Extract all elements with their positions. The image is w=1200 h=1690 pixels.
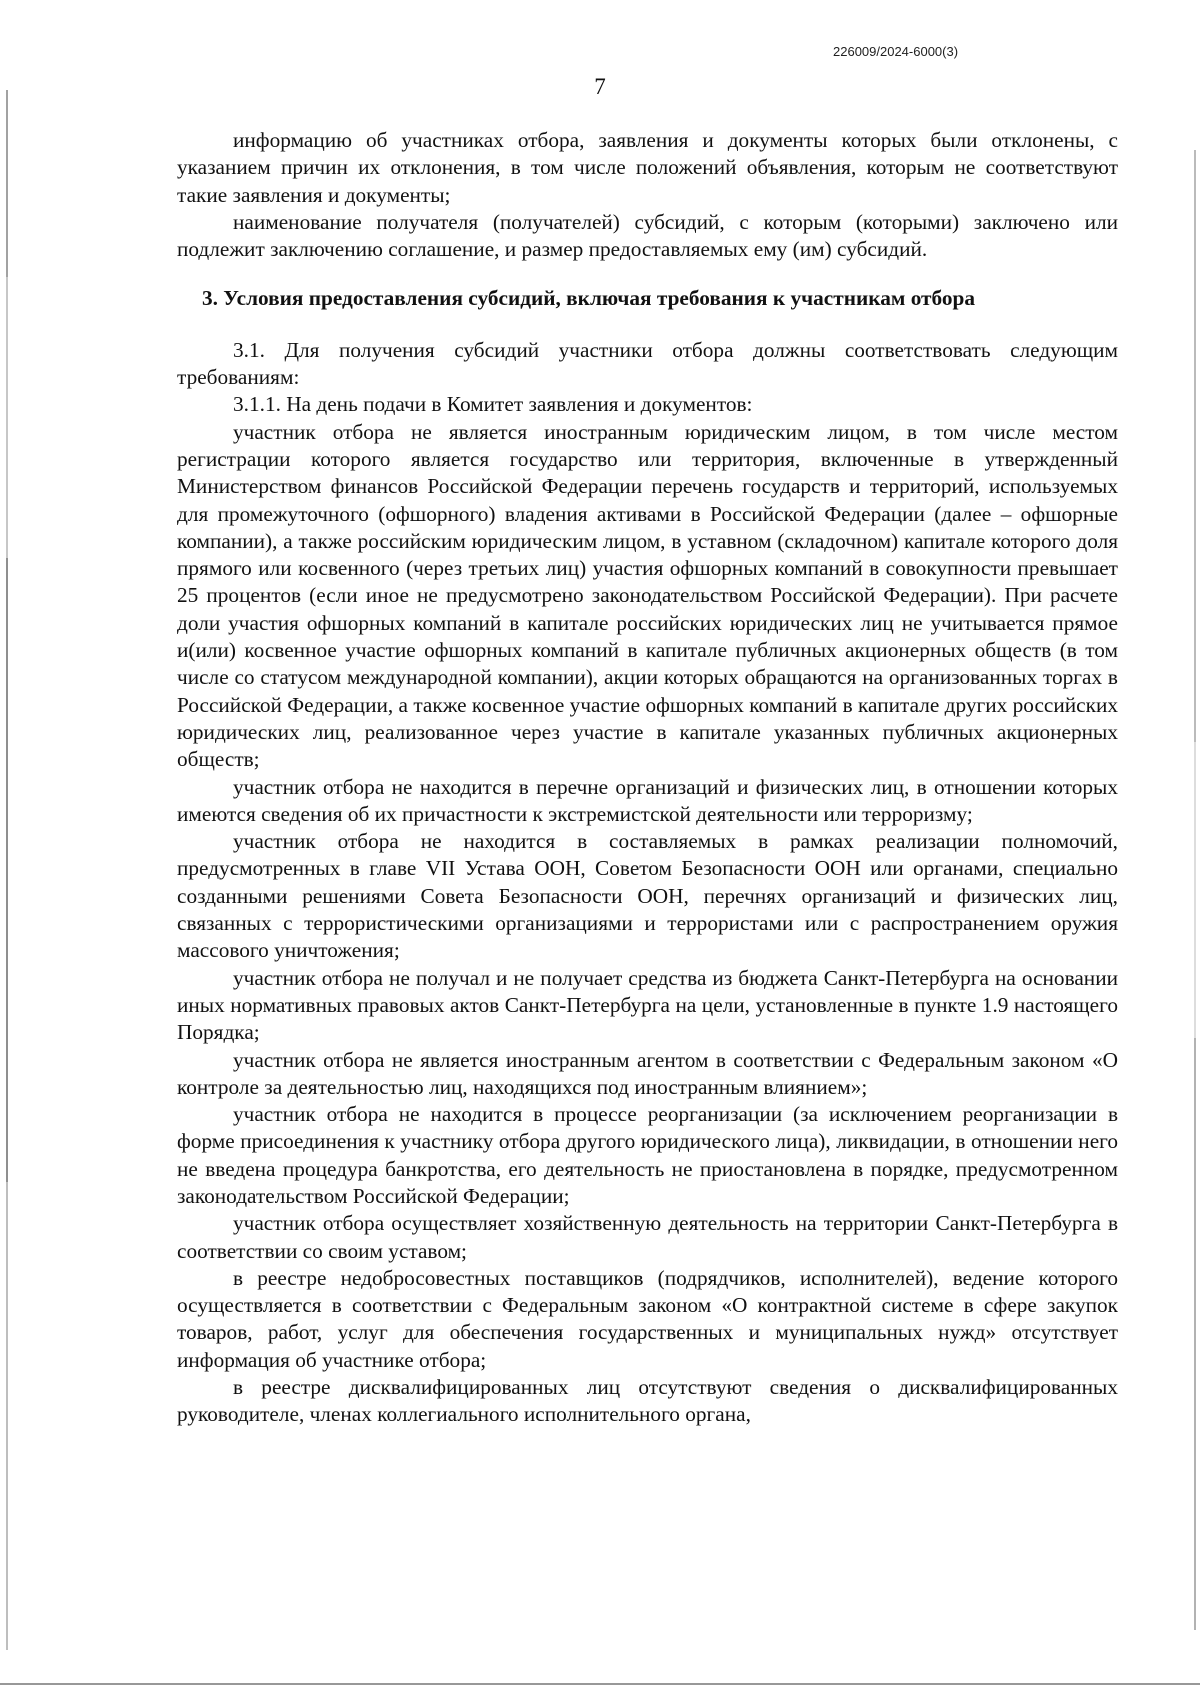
paragraph: информацию об участниках отбора, заявления и документы которых были отклонены, с указанием причин их отклонения, в том числе положений объявления, которым не соответствуют такие заявления и документы; <box>177 128 1118 207</box>
scan-edge-bottom <box>0 1683 1200 1685</box>
scan-edge-right <box>1194 150 1196 1630</box>
paragraph: участник отбора осуществляет хозяйственную деятельность на территории Санкт-Петербурга в соответствии со своим уставом; <box>177 1211 1118 1263</box>
paragraph: участник отбора не получал и не получает средства из бюджета Санкт-Петербурга на основании иных нормативных правовых актов Санкт-Петербурга на цели, установленные в пункте 1.9 настоящего Порядка; <box>177 965 1118 1045</box>
paragraph: участник отбора не является иностранным агентом в соответствии с Федеральным законом «О контроле за деятельностью лиц, находящихся под иностранным влиянием»; <box>177 1047 1118 1099</box>
scan-edge-left <box>6 90 8 1650</box>
document-number: 226009/2024-6000(3) <box>833 44 959 59</box>
paragraph: участник отбора не находится в процессе реорганизации (за исключением реорганизации в форме присоединения к участнику отбора другого юридического лица), ликвидации, в отношении него не введена процедура банкротства, его деятельность не приостановлена в порядке, предусмотренном законодательством Российской Федерации; <box>177 1102 1118 1208</box>
document-body <box>177 127 1118 1429</box>
paragraph: участник отбора не находится в составляемых в рамках реализации полномочий, предусмотренных в главе VII Устава ООН, Советом Безопасности ООН или органами, специально созданными решениями Совета Безопасности ООН, перечнях организаций и физических лиц, связанных с террористическими организациями и террористами или с распространением оружия массового уничтожения; <box>177 829 1118 963</box>
paragraph: участник отбора не является иностранным юридическим лицом, в том числе местом регистрации которого является государство или территория, включенные в утвержденный Министерством финансов Российской Федерации перечень государств и территорий, используемых для промежуточного (офшорного) владения активами в Российской Федерации (далее – офшорные компании), а также российским юридическим лицом, в уставном (складочном) капитале которого доля прямого или косвенного (через третьих лиц) участия офшорных компаний в совокупности превышает 25 процентов (если иное не предусмотрено законодательством Российской Федерации). При расчете доли участия офшорных компаний в капитале российских юридических лиц не учитывается прямое и(или) косвенное участие офшорных компаний в капитале публичных акционерных обществ (в том числе со статусом международной компании), акции которых обращаются на организованных торгах в Российской Федерации, а также косвенное участие офшорных компаний в капитале других российских юридических лиц, реализованное через участие в капитале указанных публичных акционерных обществ; <box>177 419 1118 772</box>
paragraph: в реестре дисквалифицированных лиц отсутствуют сведения о дисквалифицированных руководителе, членах коллегиального исполнительного органа, <box>177 1375 1118 1427</box>
page-number: 7 <box>594 74 606 99</box>
paragraph: наименование получателя (получателей) субсидий, с которым (которыми) заключено или подлежит заключению соглашение, и размер предоставляемых ему (им) субсидий. <box>177 209 1118 262</box>
paragraph: в реестре недобросовестных поставщиков (подрядчиков, исполнителей), ведение которого осуществляется в соответствии с Федеральным законом «О контрактной системе в сфере закупок товаров, работ, услуг для обеспечения государственных и муниципальных нужд» отсутствует информация об участнике отбора; <box>177 1265 1118 1372</box>
paragraph: участник отбора не находится в перечне организаций и физических лиц, в отношении которых имеются сведения об их причастности к экстремистской деятельности или терроризму; <box>177 774 1118 826</box>
paragraph: 3.1.1. На день подачи в Комитет заявления и документов: <box>233 392 753 417</box>
section-heading: 3. Условия предоставления субсидий, включая требования к участникам отбора <box>202 286 976 311</box>
paragraph: 3.1. Для получения субсидий участники отбора должны соответствовать следующим требованиям: <box>177 337 1118 390</box>
